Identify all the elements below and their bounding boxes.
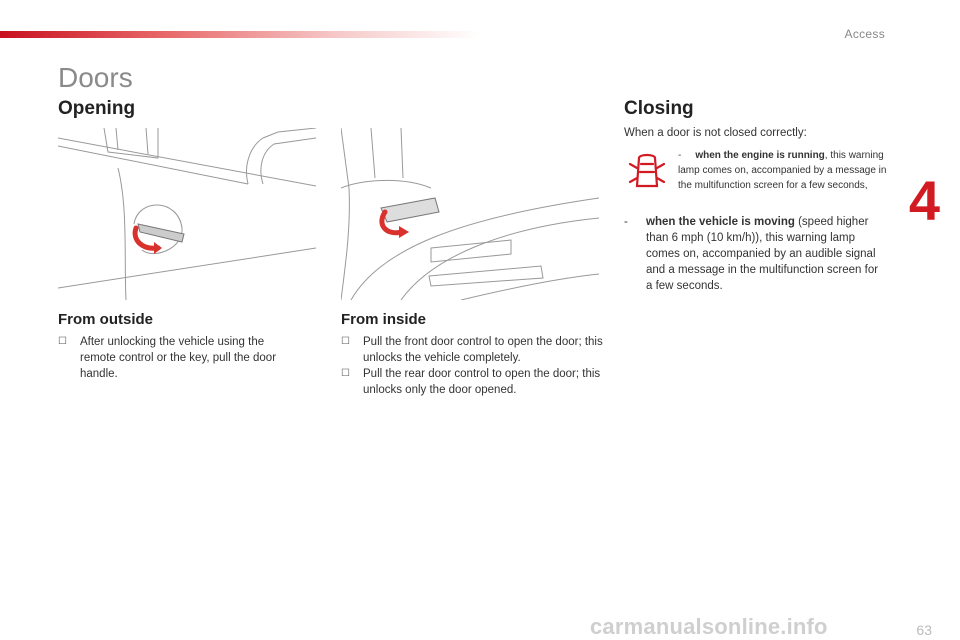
opening-heading: Opening: [58, 98, 136, 119]
closing-item-engine-running: - when the engine is running, this warning lamp comes on, accompanied by a message in the multifunction screen for a few seconds,: [678, 150, 887, 191]
checkbox-bullet-icon: ☐: [58, 336, 67, 347]
checkbox-bullet-icon: ☐: [341, 336, 350, 347]
page-number: 63: [916, 622, 932, 638]
list-item: ☐ Pull the rear door control to open the door; this unlocks only the door opened.: [341, 368, 601, 396]
page-title: Doors: [58, 62, 133, 93]
chapter-number: 4: [908, 169, 940, 232]
from-inside-list: [341, 334, 603, 398]
closing-intro: When a door is not closed correctly:: [624, 127, 807, 139]
from-outside-list: [58, 334, 298, 382]
list-item: ☐ Pull the front door control to open the door; this unlocks the vehicle completely.: [341, 336, 603, 364]
door-open-warning-icon: [626, 150, 668, 192]
list-item: ☐ After unlocking the vehicle using the remote control or the key, pull the door handle.: [58, 336, 277, 380]
inside-control-illustration: [341, 128, 599, 300]
closing-item-vehicle-moving: - when the vehicle is moving (speed higher than 6 mph (10 km/h)), this warning lamp comes on, accompanied by an audible signal and a message in the multifunction screen for a few seconds.: [624, 216, 879, 292]
header-accent-bar: [0, 31, 480, 38]
closing-heading: Closing: [624, 98, 694, 119]
from-outside-heading: From outside: [58, 311, 154, 328]
checkbox-bullet-icon: ☐: [341, 368, 350, 379]
from-inside-heading: From inside: [341, 311, 427, 328]
outside-handle-illustration: [58, 128, 316, 300]
section-name: Access: [844, 27, 885, 41]
watermark: carmanualsonline.info: [590, 614, 828, 639]
